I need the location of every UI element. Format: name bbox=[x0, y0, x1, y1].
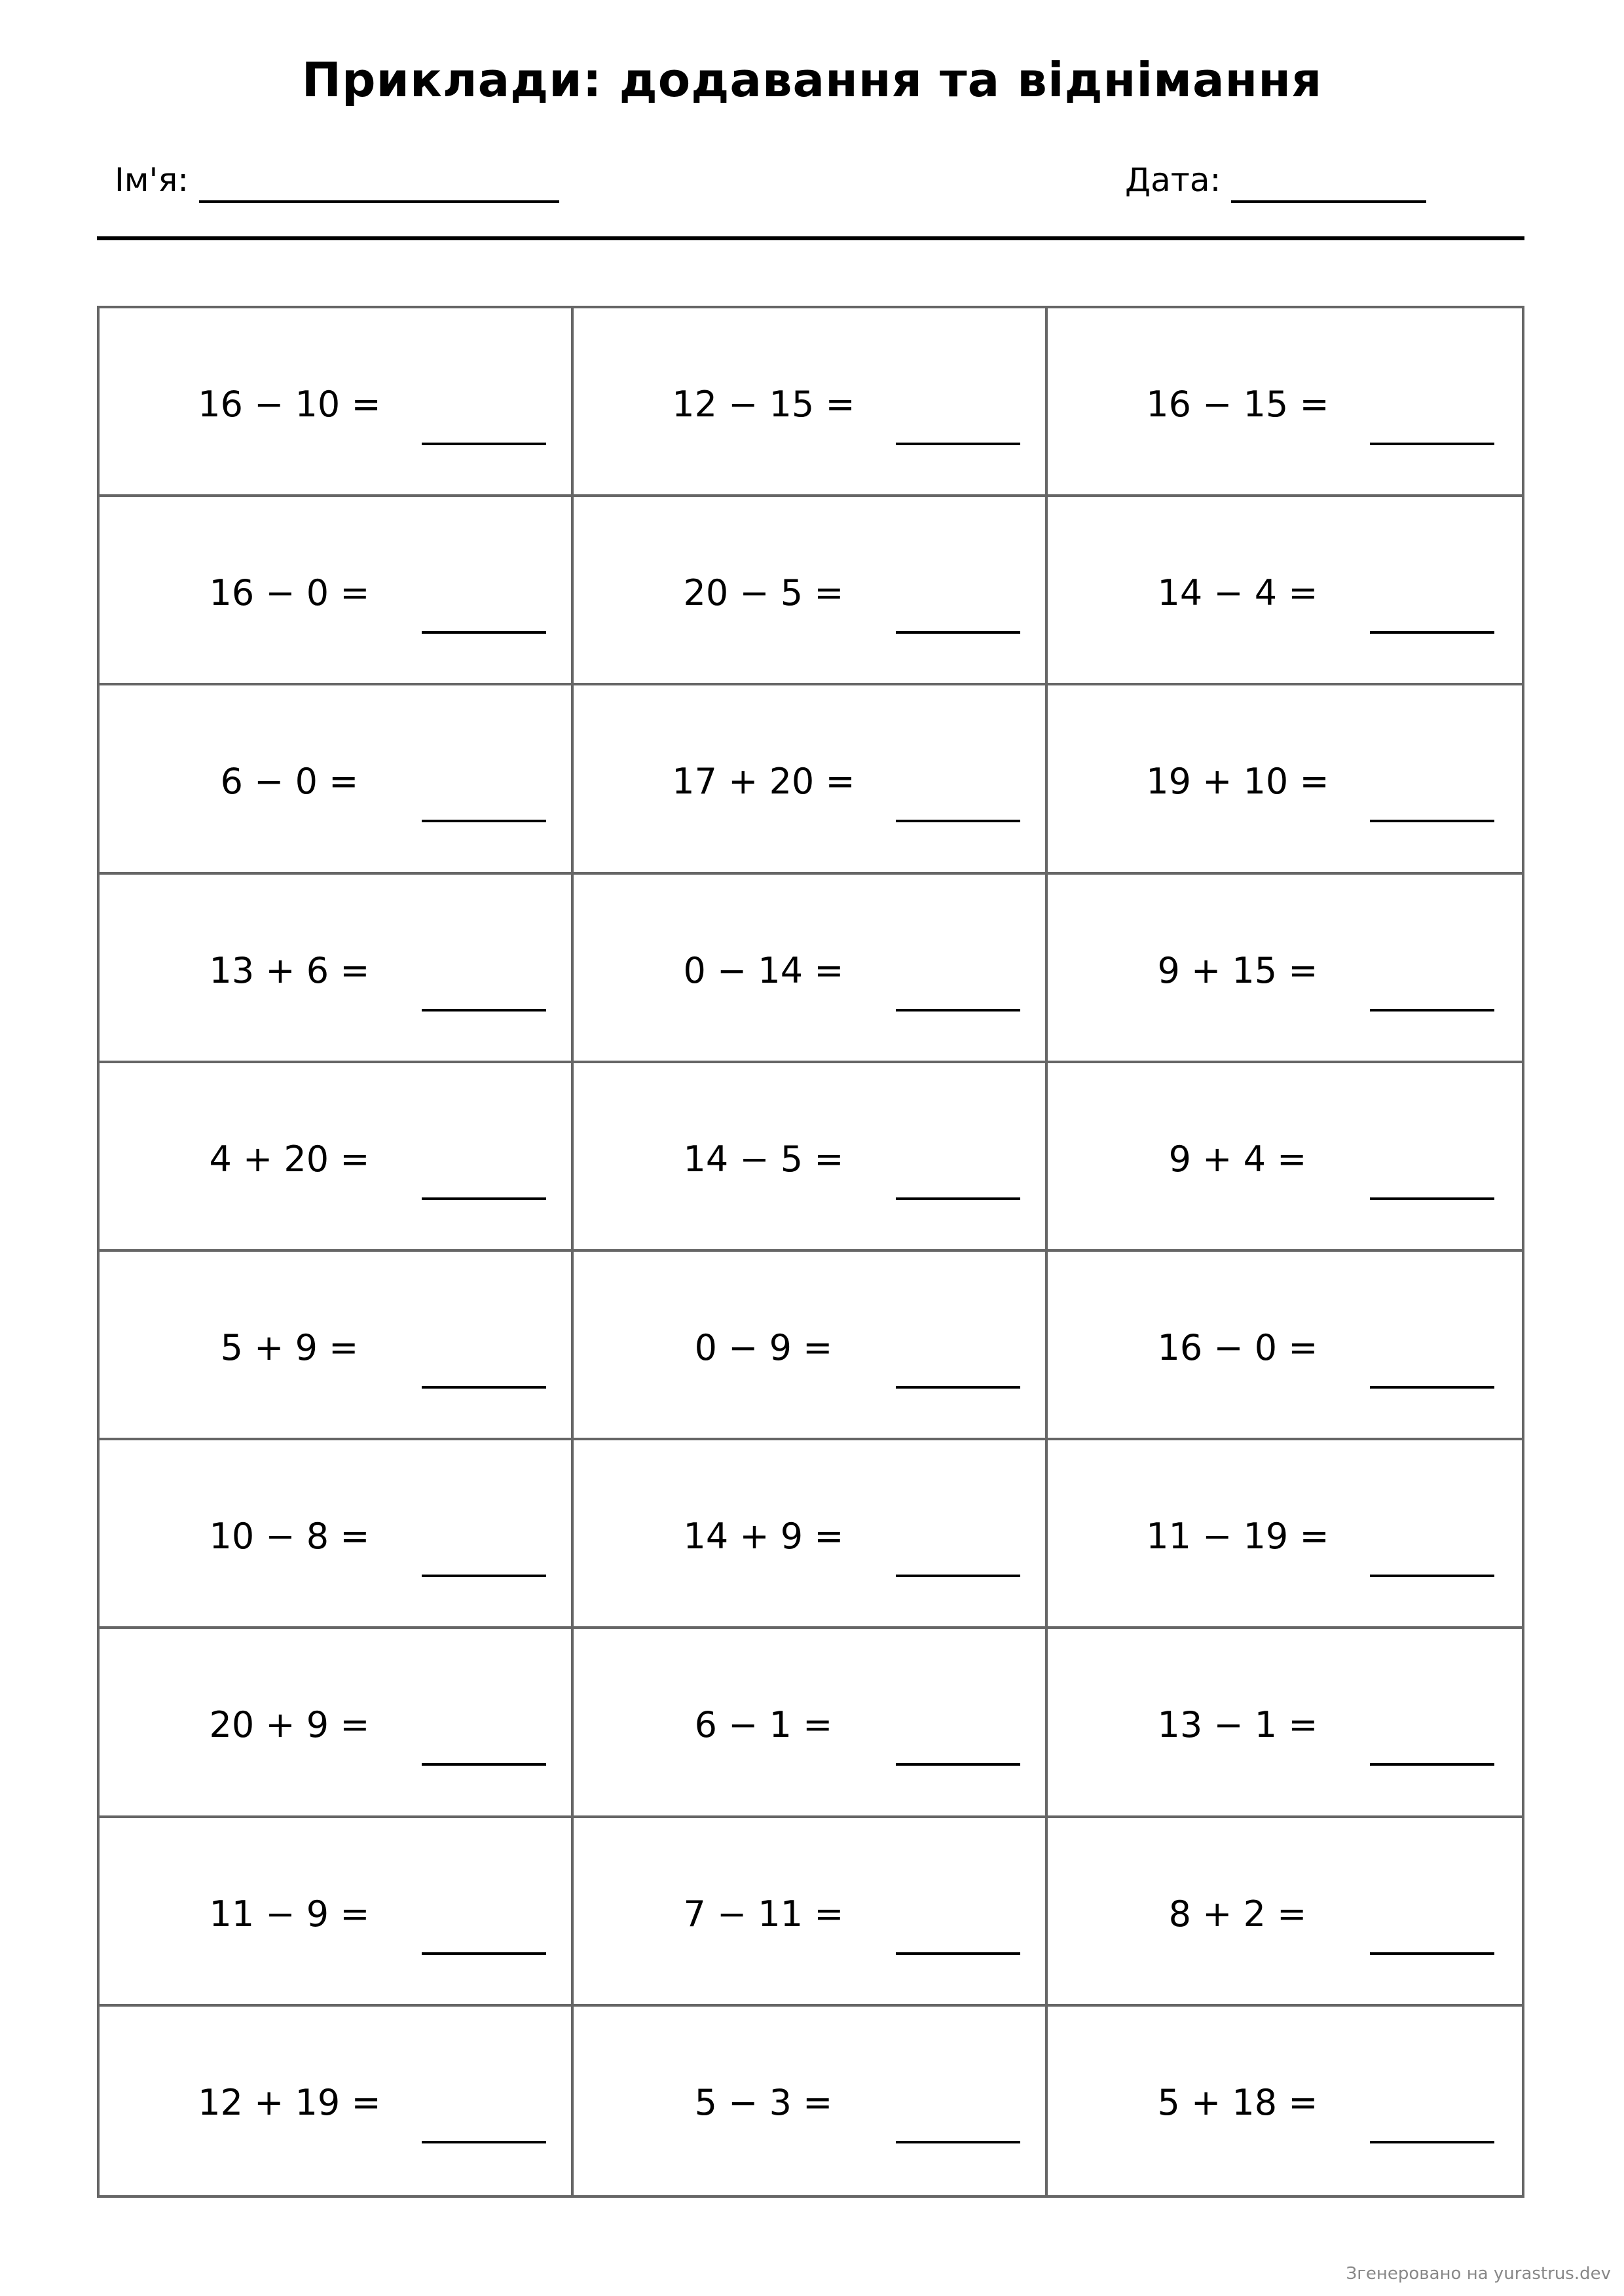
answer-blank-line[interactable] bbox=[896, 1952, 1020, 1955]
problem-expression: 0 − 14 = bbox=[683, 949, 844, 991]
answer-blank-line[interactable] bbox=[422, 1575, 546, 1577]
problem-expression: 16 − 0 = bbox=[209, 572, 370, 614]
problem-cell bbox=[100, 1252, 574, 1440]
problem-cell bbox=[100, 1629, 574, 1817]
problem-expression: 17 + 20 = bbox=[672, 761, 855, 803]
problem-expression: 5 + 18 = bbox=[1157, 2081, 1318, 2123]
name-label: Ім'я: bbox=[115, 161, 189, 199]
answer-blank-line[interactable] bbox=[1370, 1386, 1494, 1389]
problem-cell bbox=[1048, 685, 1522, 874]
problem-expression: 16 − 15 = bbox=[1146, 384, 1329, 425]
footer-credit: Згенеровано на yurastrus.dev bbox=[1346, 2264, 1611, 2284]
problem-cell bbox=[100, 2007, 574, 2195]
problem-cell bbox=[100, 1440, 574, 1629]
answer-blank-line[interactable] bbox=[1370, 1009, 1494, 1011]
problem-cell bbox=[1048, 308, 1522, 497]
problem-expression: 13 − 1 = bbox=[1157, 1704, 1318, 1746]
answer-blank-line[interactable] bbox=[422, 1009, 546, 1011]
problem-expression: 16 − 10 = bbox=[198, 384, 381, 425]
problem-cell bbox=[1048, 497, 1522, 685]
date-field bbox=[1125, 157, 1426, 203]
problem-cell bbox=[100, 1818, 574, 2007]
problem-cell bbox=[1048, 1440, 1522, 1629]
problem-expression: 0 − 9 = bbox=[694, 1327, 833, 1368]
answer-blank-line[interactable] bbox=[1370, 443, 1494, 445]
answer-blank-line[interactable] bbox=[1370, 1575, 1494, 1577]
answer-blank-line[interactable] bbox=[422, 631, 546, 634]
answer-blank-line[interactable] bbox=[422, 1197, 546, 1200]
problem-cell bbox=[574, 1440, 1048, 1629]
problem-cell bbox=[574, 2007, 1048, 2195]
problem-expression: 6 − 0 = bbox=[220, 761, 359, 803]
problem-cell bbox=[574, 875, 1048, 1063]
answer-blank-line[interactable] bbox=[1370, 1763, 1494, 1766]
problem-expression: 8 + 2 = bbox=[1168, 1893, 1307, 1935]
problem-expression: 14 + 9 = bbox=[683, 1516, 844, 1558]
problem-cell bbox=[574, 308, 1048, 497]
problem-expression: 12 − 15 = bbox=[672, 384, 855, 425]
problem-cell bbox=[574, 1252, 1048, 1440]
answer-blank-line[interactable] bbox=[422, 1763, 546, 1766]
answer-blank-line[interactable] bbox=[1370, 1952, 1494, 1955]
answer-blank-line[interactable] bbox=[896, 1197, 1020, 1200]
problem-expression: 14 − 5 = bbox=[683, 1138, 844, 1180]
problem-expression: 10 − 8 = bbox=[209, 1516, 370, 1558]
problem-expression: 12 + 19 = bbox=[198, 2081, 381, 2123]
problem-cell bbox=[574, 497, 1048, 685]
problem-expression: 5 − 3 = bbox=[694, 2081, 833, 2123]
worksheet-title: Приклади: додавання та віднімання bbox=[301, 52, 1323, 107]
answer-blank-line[interactable] bbox=[896, 1009, 1020, 1011]
name-field bbox=[115, 157, 559, 203]
problem-expression: 16 − 0 = bbox=[1157, 1327, 1318, 1368]
problem-expression: 19 + 10 = bbox=[1146, 761, 1329, 803]
answer-blank-line[interactable] bbox=[896, 820, 1020, 822]
date-blank-line[interactable] bbox=[1231, 165, 1426, 203]
answer-blank-line[interactable] bbox=[1370, 820, 1494, 822]
problem-cell bbox=[1048, 1629, 1522, 1817]
problem-expression: 11 − 9 = bbox=[209, 1893, 370, 1935]
problem-cell bbox=[100, 308, 574, 497]
answer-blank-line[interactable] bbox=[422, 1952, 546, 1955]
problem-cell bbox=[1048, 1063, 1522, 1252]
answer-blank-line[interactable] bbox=[896, 631, 1020, 634]
problem-cell bbox=[574, 1629, 1048, 1817]
problem-cell bbox=[574, 1063, 1048, 1252]
answer-blank-line[interactable] bbox=[896, 443, 1020, 445]
problem-cell bbox=[574, 1818, 1048, 2007]
problem-cell bbox=[574, 685, 1048, 874]
problem-expression: 13 + 6 = bbox=[209, 949, 370, 991]
answer-blank-line[interactable] bbox=[896, 2141, 1020, 2143]
answer-blank-line[interactable] bbox=[1370, 2141, 1494, 2143]
problem-cell bbox=[100, 875, 574, 1063]
problem-cell bbox=[1048, 2007, 1522, 2195]
problem-expression: 6 − 1 = bbox=[694, 1704, 833, 1746]
problem-expression: 4 + 20 = bbox=[209, 1138, 370, 1180]
header-divider bbox=[97, 236, 1524, 240]
problem-expression: 5 + 9 = bbox=[220, 1327, 359, 1368]
problem-expression: 7 − 11 = bbox=[683, 1893, 844, 1935]
answer-blank-line[interactable] bbox=[422, 820, 546, 822]
answer-blank-line[interactable] bbox=[1370, 1197, 1494, 1200]
problem-cell bbox=[100, 685, 574, 874]
problem-cell bbox=[100, 497, 574, 685]
problem-cell bbox=[1048, 1252, 1522, 1440]
answer-blank-line[interactable] bbox=[896, 1763, 1020, 1766]
problem-expression: 11 − 19 = bbox=[1146, 1516, 1329, 1558]
problem-expression: 20 + 9 = bbox=[209, 1704, 370, 1746]
problem-cell bbox=[1048, 875, 1522, 1063]
problem-grid bbox=[97, 306, 1524, 2198]
date-label: Дата: bbox=[1125, 161, 1221, 199]
problem-expression: 9 + 4 = bbox=[1168, 1138, 1307, 1180]
problem-expression: 14 − 4 = bbox=[1157, 572, 1318, 614]
problem-cell bbox=[100, 1063, 574, 1252]
problem-expression: 9 + 15 = bbox=[1157, 949, 1318, 991]
answer-blank-line[interactable] bbox=[1370, 631, 1494, 634]
answer-blank-line[interactable] bbox=[896, 1575, 1020, 1577]
answer-blank-line[interactable] bbox=[896, 1386, 1020, 1389]
problem-expression: 20 − 5 = bbox=[683, 572, 844, 614]
answer-blank-line[interactable] bbox=[422, 443, 546, 445]
answer-blank-line[interactable] bbox=[422, 1386, 546, 1389]
name-blank-line[interactable] bbox=[199, 165, 559, 203]
answer-blank-line[interactable] bbox=[422, 2141, 546, 2143]
problem-cell bbox=[1048, 1818, 1522, 2007]
